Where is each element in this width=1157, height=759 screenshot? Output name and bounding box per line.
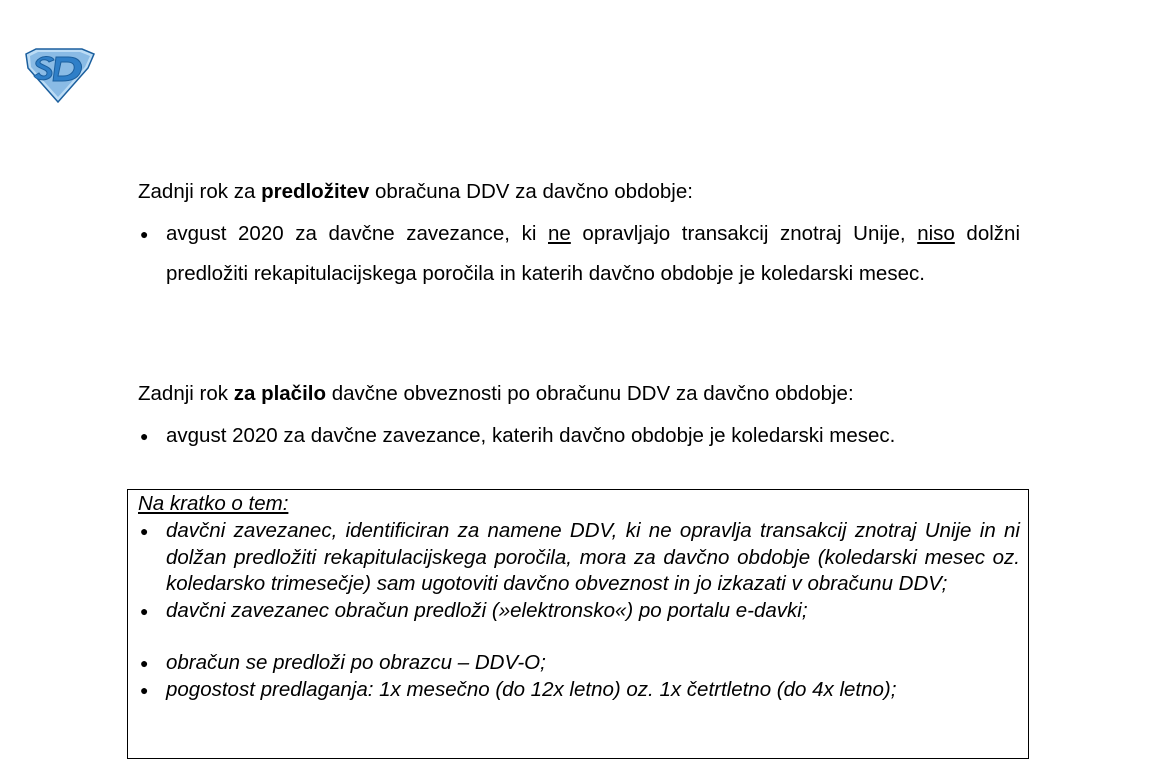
summary-box xyxy=(127,489,1029,759)
company-logo xyxy=(22,48,96,104)
list-item: ● pogostost predlaganja: 1x mesečno (do 12x letno) oz. 1x četrtletno (do 4x letno); xyxy=(138,677,1020,704)
summary-list xyxy=(138,518,1020,703)
underlined-ne: ne xyxy=(548,222,571,245)
payment-bold: za plačilo xyxy=(233,382,326,405)
list-item: ● avgust 2020 za davčne zavezance, ki ne opravljajo transakcij znotraj Unije, niso dolžni predložiti rekapitulacijskega poročila in katerih davčno obdobje je koledarski mesec. xyxy=(138,214,1020,294)
payment-deadline-heading xyxy=(138,374,854,414)
bullet-icon: ● xyxy=(140,681,149,698)
payment-bullet-list xyxy=(138,416,1020,456)
submission-bullet-list xyxy=(138,214,1020,294)
submission-prefix: Zadnji rok za xyxy=(138,180,262,203)
submission-bold: predložitev xyxy=(261,180,370,203)
submission-suffix: obračuna DDV za davčno obdobje: xyxy=(369,180,693,203)
list-item: ● davčni zavezanec, identificiran za namene DDV, ki ne opravlja transakcij znotraj Unije in ni dolžan predložiti rekapitulacijskega poročila, mora za davčno obdobje (koledarski mesec oz. koledarsko trimesečje) sam ugotoviti davčno obveznost in jo izkazati v obračunu DDV; xyxy=(140,519,1020,595)
bullet-icon: ● xyxy=(140,655,149,671)
bullet-icon: ● xyxy=(140,226,149,242)
underlined-niso: niso xyxy=(917,222,955,245)
bullet-icon: ● xyxy=(140,428,149,444)
list-item: ● obračun se predloži po obrazcu – DDV-O; xyxy=(138,650,1020,677)
submission-deadline-heading xyxy=(138,172,693,212)
payment-prefix: Zadnji rok xyxy=(138,382,234,405)
bullet-icon: ● xyxy=(140,523,149,539)
list-item: ● avgust 2020 za davčne zavezance, katerih davčno obdobje je koledarski mesec. xyxy=(138,416,1020,456)
summary-title: Na kratko o tem: xyxy=(138,492,289,515)
payment-suffix: davčne obveznosti po obračunu DDV za davčno obdobje: xyxy=(326,382,854,405)
list-item: ● davčni zavezanec obračun predloži (»elektronsko«) po portalu e-davki; xyxy=(138,598,1020,625)
sd-logo-icon xyxy=(22,48,96,104)
bullet-icon: ● xyxy=(140,602,149,619)
